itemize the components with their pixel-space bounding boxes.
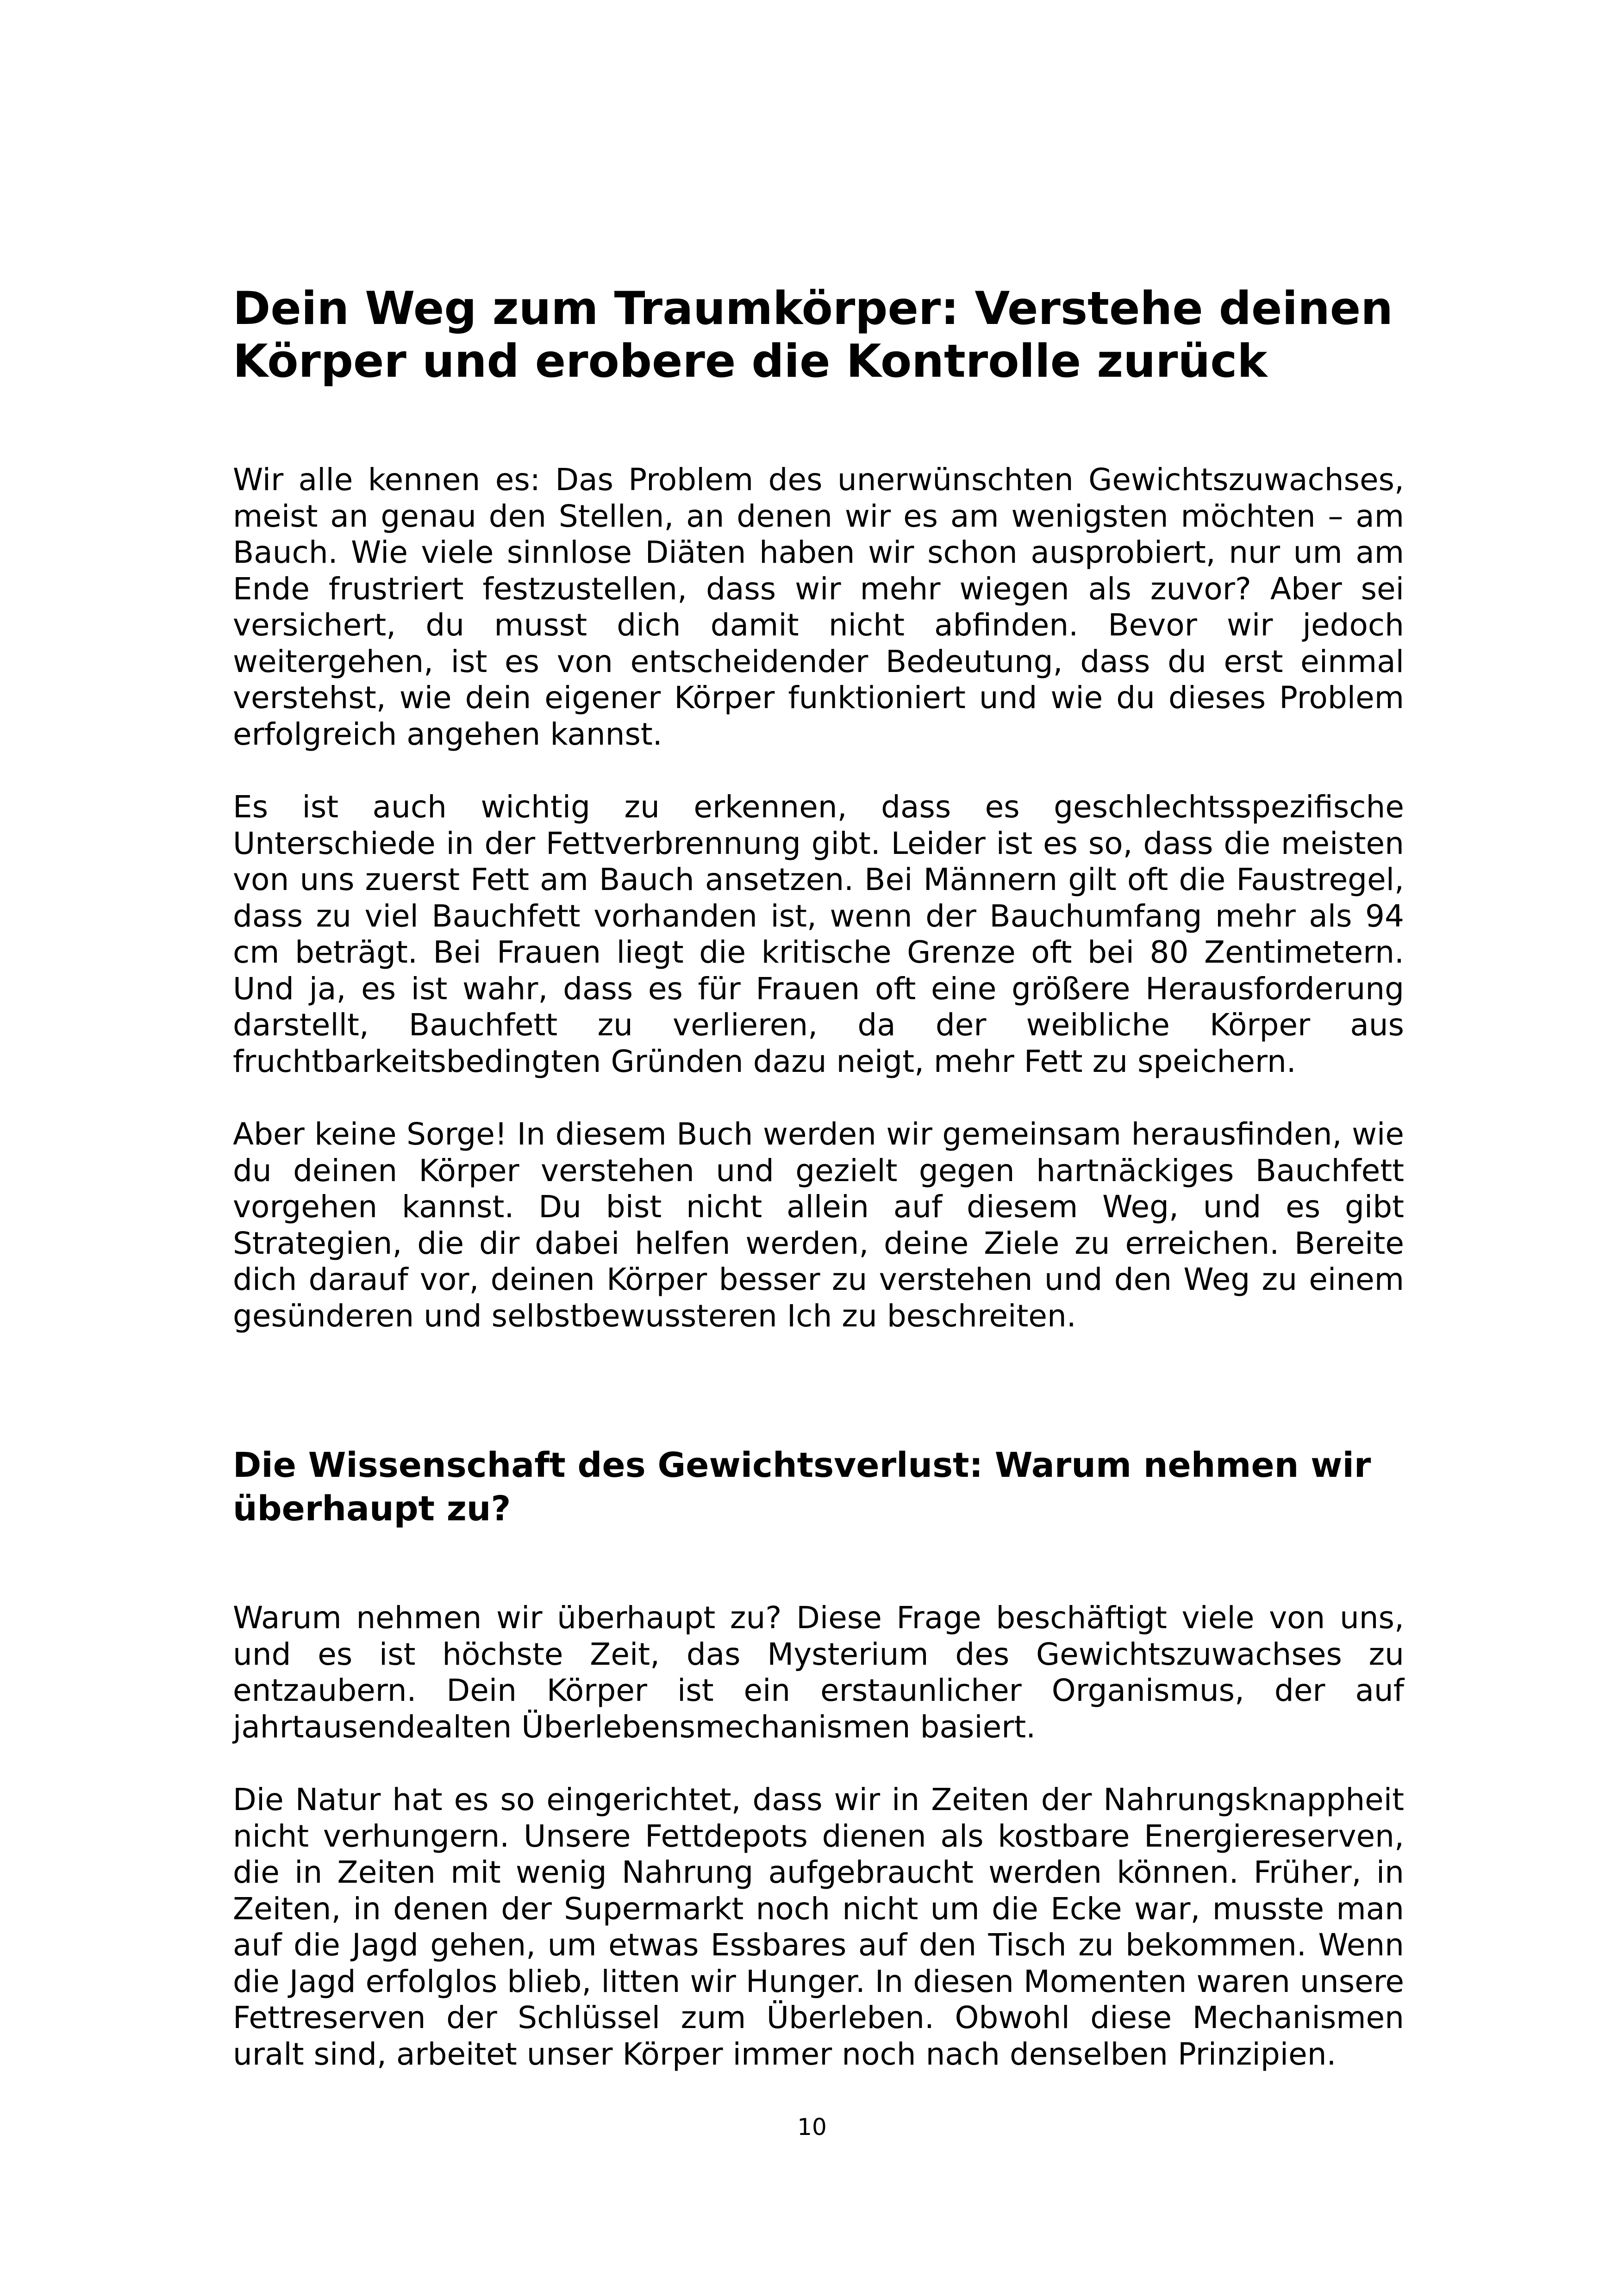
spacer (233, 1531, 1404, 1600)
section-title: Die Wissenschaft des Gewichtsverlust: Warum nehmen wir überhaupt zu? (233, 1445, 1371, 1529)
chapter-paragraph-1: Wir alle kennen es: Das Problem des unerwünschten Gewichtszuwachses, meist an genau den Stellen, an denen wir es am wenigsten möchten – am Bauch. Wie viele sinnlose Diäten haben wir schon ausprobiert, nur um am Ende frustriert festzustellen, dass wir mehr wiegen als zuvor? Aber sei versichert, du musst dich damit nicht abfinden. Bevor wir jedoch weitergehen, ist es von entscheidender Bedeutung, dass du erst einmal verstehst, wie dein eigener Körper funktioniert und wie du dieses Problem erfolgreich angehen kannst. (233, 462, 1404, 752)
spacer (233, 1334, 1404, 1444)
spacer (233, 1080, 1404, 1116)
page-content (233, 282, 1404, 2072)
chapter-paragraph-3: Aber keine Sorge! In diesem Buch werden wir gemeinsam herausfinden, wie du deinen Körper verstehen und gezielt gegen hartnäckiges Bauchfett vorgehen kannst. Du bist nicht allein auf diesem Weg, und es gibt Strategien, die dir dabei helfen werden, deine Ziele zu erreichen. Bereite dich darauf vor, deinen Körper besser zu verstehen und den Weg zu einem gesünderen und selbstbewussteren Ich zu beschreiten. (233, 1116, 1404, 1334)
section-paragraph-2: Die Natur hat es so eingerichtet, dass wir in Zeiten der Nahrungsknappheit nicht verhungern. Unsere Fettdepots dienen als kostbare Energiereserven, die in Zeiten mit wenig Nahrung aufgebraucht werden können. Früher, in Zeiten, in denen der Supermarkt noch nicht um die Ecke war, musste man auf die Jagd gehen, um etwas Essbares auf den Tisch zu bekommen. Wenn die Jagd erfolglos blieb, litten wir Hunger. In diesen Momenten waren unsere Fettreserven der Schlüssel zum Überleben. Obwohl diese Mechanismen uralt sind, arbeitet unser Körper immer noch nach denselben Prinzipien. (233, 1782, 1404, 2072)
page-number: 10 (797, 2114, 827, 2140)
spacer (233, 388, 1404, 462)
section-paragraph-1: Warum nehmen wir überhaupt zu? Diese Frage beschäftigt viele von uns, und es ist höchste Zeit, das Mysterium des Gewichtszuwachses zu entzaubern. Dein Körper ist ein erstaunlicher Organismus, der auf jahrtausendealten Überlebensmechanismen basiert. (233, 1600, 1404, 1745)
chapter-paragraph-2: Es ist auch wichtig zu erkennen, dass es geschlechtsspezifische Unterschiede in der Fettverbrennung gibt. Leider ist es so, dass die meisten von uns zuerst Fett am Bauch ansetzen. Bei Männern gilt oft die Faustregel, dass zu viel Bauchfett vorhanden ist, wenn der Bauchumfang mehr als 94 cm beträgt. Bei Frauen liegt die kritische Grenze oft bei 80 Zentimetern. Und ja, es ist wahr, dass es für Frauen oft eine größere Herausforderung darstellt, Bauchfett zu verlieren, da der weibliche Körper aus fruchtbarkeitsbedingten Gründen dazu neigt, mehr Fett zu speichern. (233, 789, 1404, 1079)
spacer (233, 1745, 1404, 1782)
spacer (233, 753, 1404, 789)
chapter-title: Dein Weg zum Traumkörper: Verstehe deinen Körper und erobere die Kontrolle zurück (233, 282, 1393, 388)
